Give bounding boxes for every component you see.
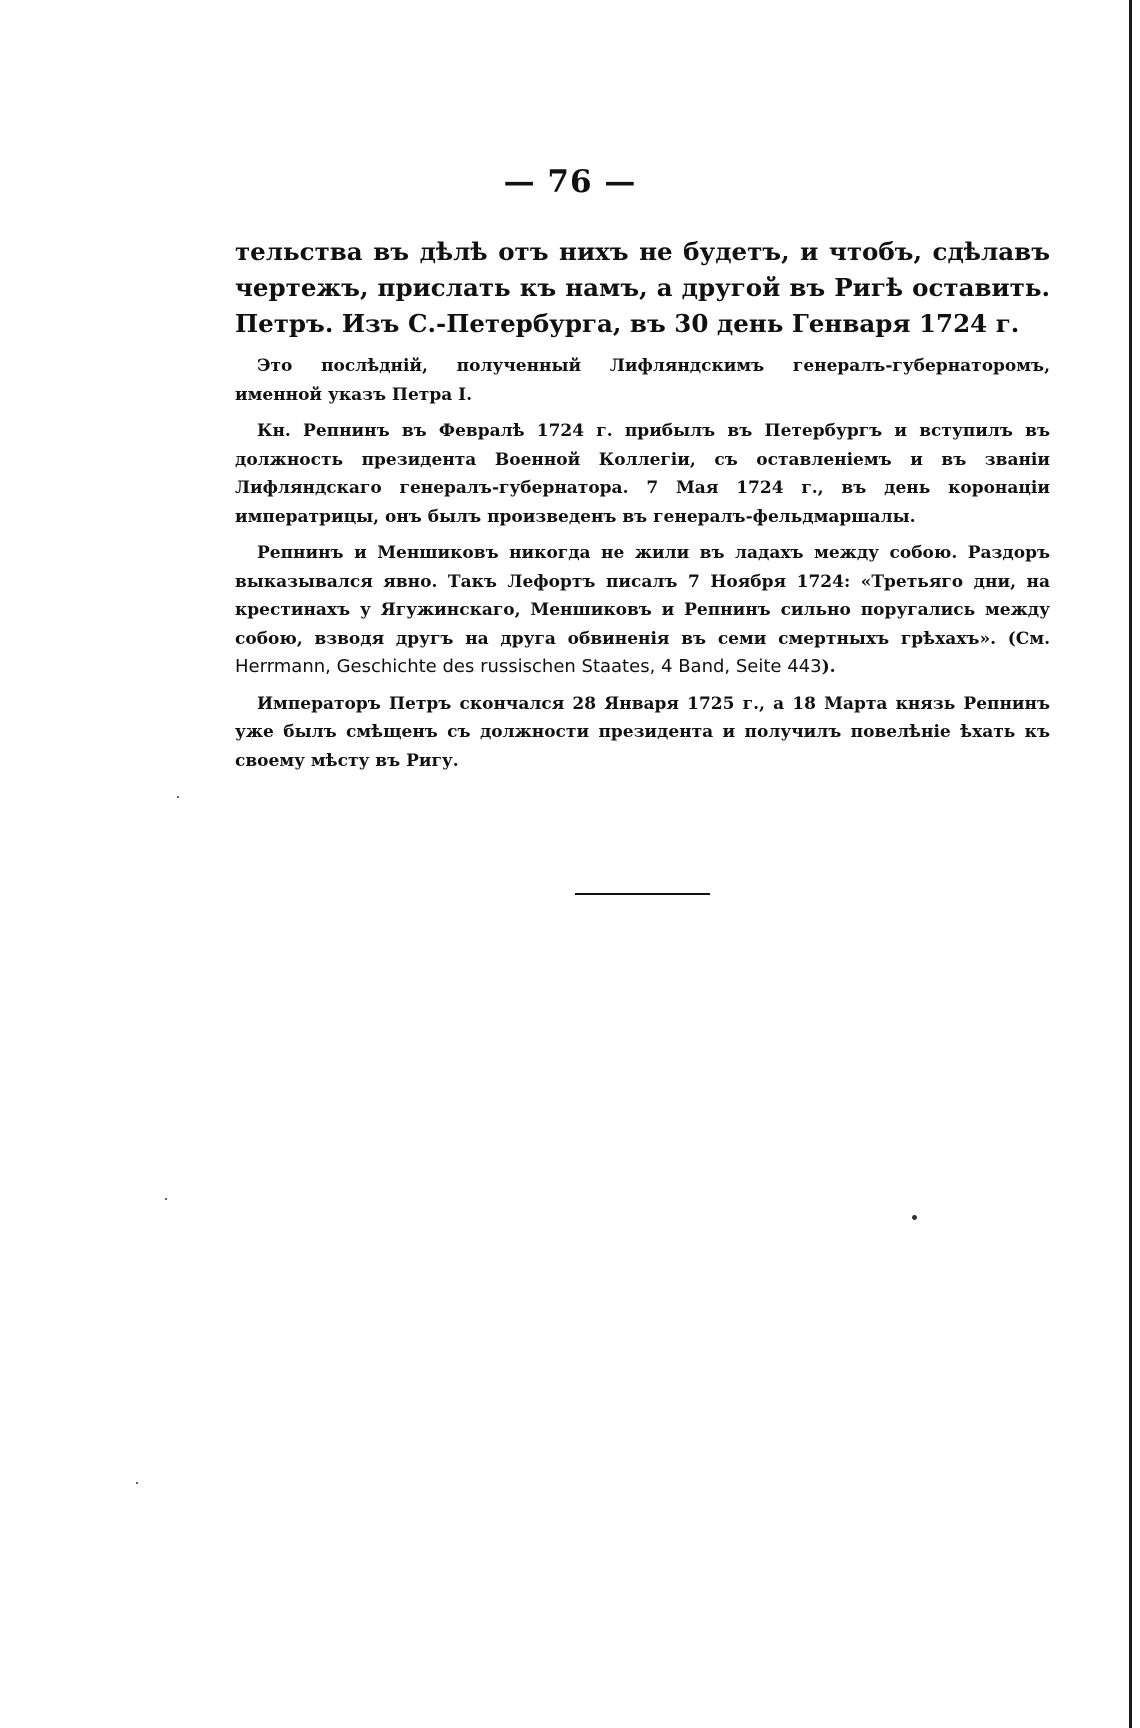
citation-text: Herrmann, Geschichte des russischen Staates, 4 Band, Seite 443 — [235, 656, 822, 677]
scan-speck — [912, 1215, 917, 1220]
note-3-tail: ). — [821, 657, 836, 677]
decree-signature-line: Петръ. Изъ С.-Петербурга, въ 30 день Генваря 1724 г. — [235, 309, 1020, 338]
page-body — [235, 234, 1050, 775]
decree-line: чертежъ, прислать къ намъ, а другой въ Ригѣ оставить. — [235, 273, 1050, 302]
page-number: — 76 — — [503, 164, 637, 200]
scan-speck — [136, 1482, 138, 1484]
note-3-text: Репнинъ и Меншиковъ никогда не жили въ ладахъ между собою. Раздоръ выказывался явно. Такъ Лефортъ писалъ 7 Ноября 1724: «Третьяго дни, на крестинахъ у Ягужинскаго, Меншиковъ и Репнинъ сильно поругались между собою, взводя другъ на друга обвиненія въ семи смертныхъ грѣхахъ». (См. — [235, 543, 1050, 649]
note-paragraph-2: Кн. Репнинъ въ Февралѣ 1724 г. прибылъ въ Петербургъ и вступилъ въ должность президента Военной Коллегіи, съ оставленіемъ и въ званіи Лифляндскаго генералъ-губернатора. 7 Мая 1724 г., въ день коронаціи императрицы, онъ былъ произведенъ въ генералъ-фельдмаршалы. — [235, 421, 1050, 527]
note-paragraph-3 — [235, 539, 1050, 682]
scan-edge-line — [1129, 0, 1132, 1728]
decree-text — [235, 234, 1050, 342]
note-paragraph-1: Это послѣдній, полученный Лифляндскимъ генералъ-губернаторомъ, именной указъ Петра I. — [235, 356, 1050, 405]
end-rule — [575, 893, 710, 895]
note-paragraph-4: Императоръ Петръ скончался 28 Января 1725 г., а 18 Марта князь Репнинъ уже былъ смѣщенъ съ должности президента и получилъ повелѣніе ѣхать къ своему мѣсту въ Ригу. — [235, 693, 1050, 771]
scan-speck — [165, 1198, 167, 1200]
decree-line: тельства въ дѣлѣ отъ нихъ не будетъ, и чтобъ, сдѣлавъ — [235, 237, 1050, 266]
scan-speck — [177, 796, 179, 798]
